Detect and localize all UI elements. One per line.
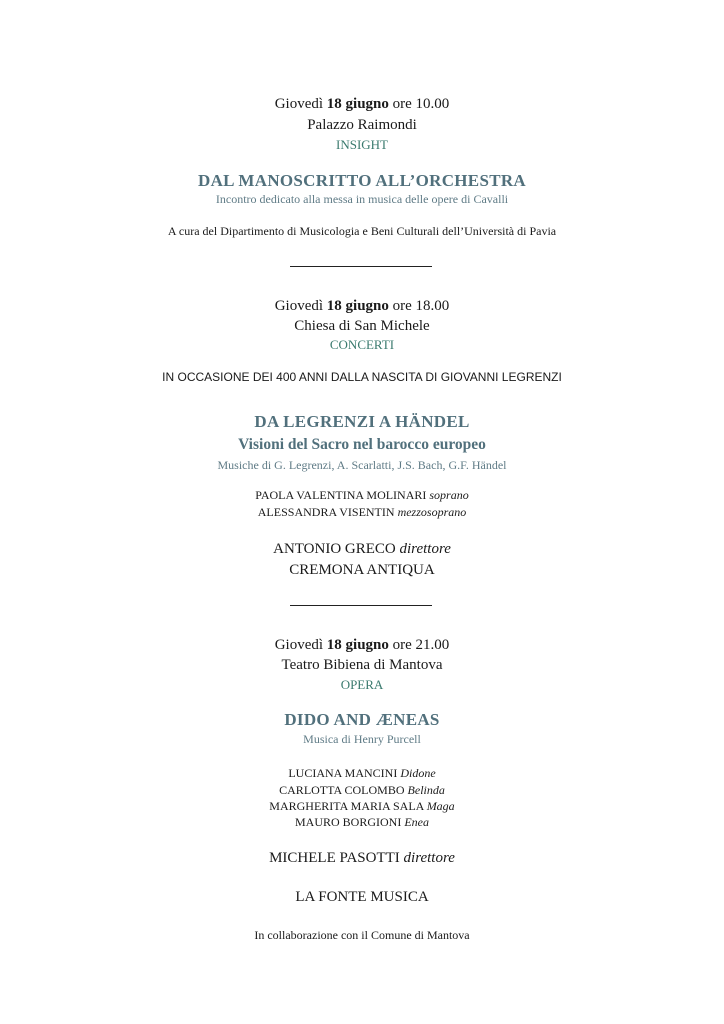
director-role: direttore	[403, 850, 455, 866]
event-1-category: INSIGHT	[336, 137, 388, 152]
event-3-date: 18 giugno	[326, 637, 389, 653]
event-1-title: DAL MANOSCRITTO ALL’ORCHESTRA	[198, 171, 526, 190]
section-divider	[290, 266, 432, 267]
event-3-day: Giovedì	[274, 637, 324, 653]
event-2-director	[0, 541, 724, 558]
event-2-venue: Chiesa di San Michele	[294, 318, 430, 334]
event-2-title: DA LEGRENZI A HÄNDEL	[254, 412, 470, 431]
event-2-occasion: IN OCCASIONE DEI 400 ANNI DALLA NASCITA DI GIOVANNI LEGRENZI	[162, 370, 562, 384]
performer-name: ALESSANDRA VISENTIN	[257, 505, 395, 519]
event-2-ensemble: CREMONA ANTIQUA	[289, 562, 435, 578]
cast-role: Didone	[400, 766, 436, 780]
event-1-date: 18 giugno	[326, 96, 389, 112]
event-2-performer	[0, 505, 724, 520]
event-3-time: ore 21.00	[392, 637, 450, 653]
event-3-category: OPERA	[340, 677, 384, 692]
event-3-datetime	[0, 637, 724, 654]
event-1-day: Giovedì	[274, 96, 324, 112]
event-2-subtitle: Visioni del Sacro nel barocco europeo	[238, 436, 486, 453]
cast-name: CARLOTTA COLOMBO	[279, 783, 405, 797]
cast-name: MAURO BORGIONI	[295, 815, 402, 829]
section-divider	[290, 605, 432, 606]
event-3-cast-member	[0, 766, 724, 781]
event-2-date: 18 giugno	[326, 298, 389, 314]
performer-role: soprano	[429, 488, 469, 502]
event-1-curator: A cura del Dipartimento di Musicologia e Beni Culturali dell’Università di Pavia	[167, 224, 557, 238]
event-2-performer	[0, 488, 724, 503]
event-3-program: Musica di Henry Purcell	[303, 732, 421, 746]
event-1-description: Incontro dedicato alla messa in musica delle opere di Cavalli	[215, 192, 509, 206]
director-role: direttore	[399, 541, 451, 557]
event-3-cast-member	[0, 783, 724, 798]
cast-role: Belinda	[407, 783, 445, 797]
event-2-day: Giovedì	[274, 298, 324, 314]
cast-name: MARGHERITA MARIA SALA	[269, 799, 424, 813]
event-2-category: CONCERTI	[329, 337, 395, 352]
event-1-datetime	[0, 96, 724, 113]
performer-name: PAOLA VALENTINA MOLINARI	[255, 488, 427, 502]
event-3-title: DIDO AND ÆNEAS	[284, 710, 440, 729]
cast-role: Maga	[426, 799, 455, 813]
event-1-time: ore 10.00	[392, 96, 450, 112]
performer-role: mezzosoprano	[397, 505, 467, 519]
event-3-cast-member	[0, 815, 724, 830]
event-2-program: Musiche di G. Legrenzi, A. Scarlatti, J.S. Bach, G.F. Händel	[217, 458, 507, 472]
cast-role: Enea	[404, 815, 429, 829]
event-3-cast-member	[0, 799, 724, 814]
event-3-venue: Teatro Bibiena di Mantova	[281, 657, 443, 673]
event-1-venue: Palazzo Raimondi	[307, 117, 417, 133]
event-3-ensemble: LA FONTE MUSICA	[295, 889, 429, 905]
director-name: ANTONIO GRECO	[273, 541, 396, 557]
event-2-time: ore 18.00	[392, 298, 450, 314]
cast-name: LUCIANA MANCINI	[288, 766, 398, 780]
event-3-collaboration: In collaborazione con il Comune di Mantova	[254, 928, 470, 942]
event-3-director	[0, 850, 724, 867]
event-2-datetime	[0, 298, 724, 315]
director-name: MICHELE PASOTTI	[269, 850, 400, 866]
